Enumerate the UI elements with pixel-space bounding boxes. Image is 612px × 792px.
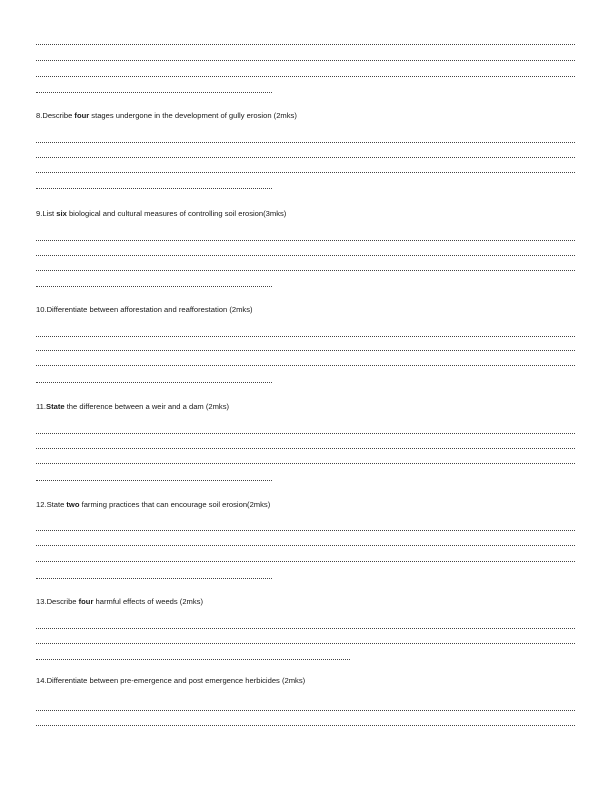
answer-line	[36, 463, 575, 464]
question-9	[36, 209, 286, 219]
answer-line	[36, 92, 272, 93]
answer-line	[36, 659, 350, 660]
answer-line	[36, 578, 272, 579]
answer-line	[36, 725, 575, 726]
question-text: Differentiate between afforestation and reafforestation (2mks)	[46, 305, 253, 314]
answer-line	[36, 240, 575, 241]
answer-line	[36, 172, 575, 173]
answer-line	[36, 643, 575, 644]
answer-line	[36, 530, 575, 531]
answer-line	[36, 286, 272, 287]
question-13	[36, 597, 203, 607]
answer-line	[36, 255, 575, 256]
question-number: 9.	[36, 209, 43, 218]
question-text: biological and cultural measures of controlling soil erosion(3mks)	[66, 209, 287, 218]
question-text: farming practices that can encourage soil erosion(2mks)	[79, 500, 271, 509]
answer-line	[36, 628, 575, 629]
answer-line	[36, 561, 575, 562]
answer-line	[36, 142, 575, 143]
answer-line	[36, 710, 575, 711]
answer-line	[36, 157, 575, 158]
answer-line	[36, 270, 575, 271]
question-text: the difference between a weir and a dam (2mks)	[64, 402, 230, 411]
question-number: 8.	[36, 111, 43, 120]
answer-line	[36, 545, 575, 546]
question-text: Describe	[46, 597, 79, 606]
question-8	[36, 111, 297, 121]
answer-line	[36, 480, 272, 481]
answer-line	[36, 365, 575, 366]
answer-line	[36, 60, 575, 61]
question-number: 14.	[36, 676, 47, 685]
question-14	[36, 676, 305, 686]
question-text: Describe	[42, 111, 75, 120]
question-text: harmful effects of weeds (2mks)	[93, 597, 203, 606]
question-text: Differentiate between pre-emergence and post emergence herbicides (2mks)	[46, 676, 306, 685]
question-number: 12.	[36, 500, 47, 509]
question-text: State	[46, 500, 67, 509]
answer-line	[36, 188, 272, 189]
answer-line	[36, 448, 575, 449]
question-emphasis: six	[56, 209, 67, 218]
answer-line	[36, 44, 575, 45]
answer-line	[36, 382, 272, 383]
question-text: List	[42, 209, 57, 218]
question-number: 11.	[36, 402, 46, 411]
question-text: stages undergone in the development of gully erosion (2mks)	[89, 111, 297, 120]
question-emphasis: two	[66, 500, 80, 509]
question-emphasis: State	[46, 402, 65, 411]
question-number: 13.	[36, 597, 47, 606]
answer-line	[36, 350, 575, 351]
answer-line	[36, 76, 575, 77]
question-12	[36, 500, 270, 510]
question-emphasis: four	[74, 111, 90, 120]
question-11	[36, 402, 229, 412]
question-10	[36, 305, 253, 315]
question-emphasis: four	[78, 597, 94, 606]
answer-line	[36, 336, 575, 337]
question-number: 10.	[36, 305, 47, 314]
answer-line	[36, 433, 575, 434]
